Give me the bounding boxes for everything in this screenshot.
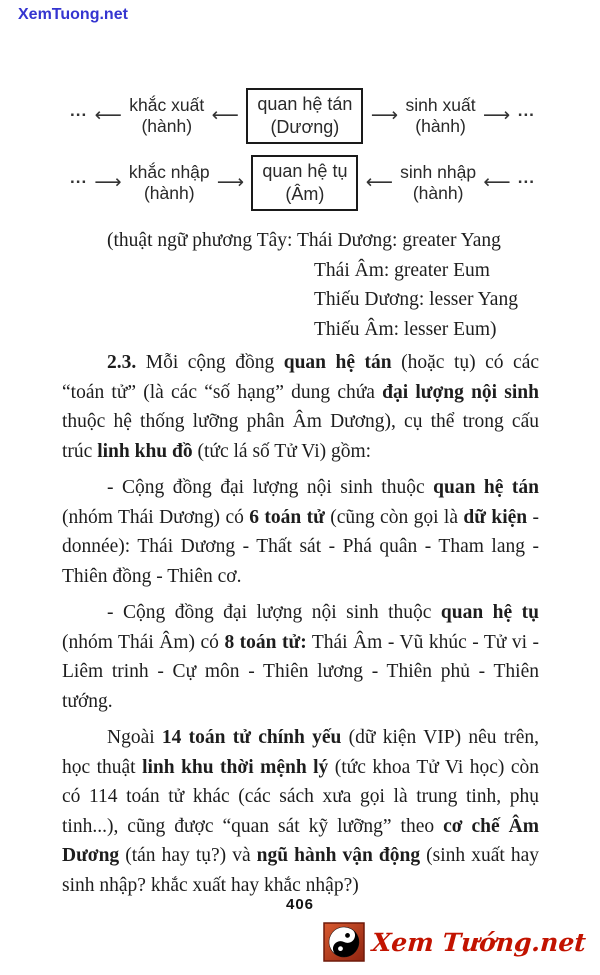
page-number: 406	[285, 896, 315, 913]
arrow-right-icon: ⟶	[216, 171, 245, 193]
terms-line: (thuật ngữ phương Tây: Thái Dương: greater Yang	[107, 230, 501, 251]
ellipsis-right: ...	[517, 101, 535, 120]
text-run: (hoặc tụ) có các “toán tử” (là các “số hạng” dung chứa	[62, 352, 540, 403]
arrow-left-icon: ⟵	[365, 171, 393, 193]
text-run: cơ chế Âm Dương	[62, 815, 539, 866]
text-run: - Cộng đồng đại lượng nội sinh thuộc	[107, 477, 434, 498]
text-run: quan hệ tụ	[440, 602, 539, 623]
label-line: sinh xuất	[405, 95, 476, 115]
label-line: sinh nhập	[400, 162, 477, 182]
arrow-right-icon: ⟶	[370, 104, 399, 126]
am-duong-relation-diagram	[70, 88, 535, 222]
box-quan-he-tan	[246, 88, 363, 144]
label-line: khắc nhập	[128, 162, 210, 182]
text-run: (dữ kiện VIP) nêu trên, học thuật	[62, 727, 539, 778]
terms-line: Thái Âm: greater Eum	[314, 259, 490, 281]
text-run: 14 toán tử chính yếu	[161, 727, 342, 748]
text-run: (tức lá số Tử Vi) gồm:	[192, 440, 372, 462]
text-run: - donnée): Thái Dương - Thất sát - Phá quân - Tham lang - Thiên đồng - Thiên cơ.	[62, 506, 540, 587]
paragraph-quan-he-tan	[62, 473, 539, 591]
text-run: Ngoài	[107, 727, 162, 748]
text-run: Thái Âm - Vũ khúc - Tử vi - Liêm trinh - Cự môn - Thiên lương - Thiên phủ - Thiên tướng.	[62, 631, 539, 712]
terms-line: Thiếu Âm: lesser Eum)	[314, 318, 497, 340]
text-run: Mỗi cộng đồng	[136, 352, 284, 373]
text-run: (tán hay tụ?) và	[119, 845, 257, 866]
label-line: khắc xuất	[129, 95, 205, 115]
text-run: đại lượng nội sinh	[382, 381, 539, 403]
text-run: ngũ hành vận động	[256, 845, 421, 866]
arrow-left-icon: ⟵	[483, 171, 511, 193]
label-line: (hành)	[141, 116, 193, 136]
label-line: (hành)	[412, 183, 464, 203]
paragraph-quan-he-tu	[62, 598, 539, 716]
text-run: (sinh xuất hay sinh nhập? khắc xuất hay khắc nhập?)	[62, 845, 540, 896]
arrow-left-icon: ⟵	[211, 104, 239, 126]
text-run: 6 toán tử	[249, 506, 325, 528]
body-text	[62, 226, 539, 907]
diagram-row-am	[70, 155, 535, 211]
arrow-right-icon: ⟶	[483, 104, 511, 126]
paragraph-ngoai-14-toan-tu	[62, 723, 539, 900]
box-line: (Dương)	[270, 117, 340, 137]
label-line: (hành)	[415, 116, 466, 136]
text-run: quan hệ tán	[433, 477, 539, 498]
text-run: (tức khoa Tử Vi học) còn có 114 toán tử khác (các sách xưa gọi là trung tinh, phụ tinh...), cũng được “quan sát kỹ lưỡng” theo	[62, 756, 540, 837]
label-sinh-nhap	[400, 162, 476, 204]
box-line: (Âm)	[285, 184, 325, 204]
arrow-right-icon: ⟶	[94, 171, 122, 193]
logo-text: Xem Tướng.net	[371, 927, 588, 957]
paragraph-2-3	[62, 348, 539, 466]
ellipsis-left: ...	[70, 101, 88, 120]
label-khac-nhap	[129, 162, 210, 204]
western-terms-block	[62, 226, 539, 344]
yin-yang-icon	[323, 922, 365, 962]
text-run: linh khu thời mệnh lý	[142, 756, 329, 778]
box-line: quan hệ tụ	[262, 161, 348, 181]
arrow-left-icon: ⟵	[94, 104, 122, 126]
text-run: quan hệ tán	[283, 352, 392, 373]
text-run: dữ kiện	[463, 506, 528, 528]
diagram-row-duong	[70, 88, 535, 144]
label-khac-xuat	[129, 95, 204, 137]
label-line: (hành)	[143, 183, 195, 203]
box-line: quan hệ tán	[257, 94, 353, 114]
text-run: - Cộng đồng đại lượng nội sinh thuộc	[107, 602, 441, 623]
text-run: (nhóm Thái Dương) có	[62, 506, 250, 528]
ellipsis-right: ...	[517, 168, 535, 187]
text-run: thuộc hệ thống lưỡng phân Âm Dương), cụ thể trong cấu trúc	[62, 411, 539, 462]
watermark-xemtuong-link[interactable]: XemTuong.net	[18, 6, 128, 23]
text-run: (nhóm Thái Âm) có	[62, 631, 225, 653]
text-run: 2.3.	[107, 352, 137, 373]
xemtuong-logo-link[interactable]	[323, 922, 586, 962]
terms-line: Thiếu Dương: lesser Yang	[314, 289, 518, 310]
text-run: linh khu đồ	[97, 440, 193, 462]
ellipsis-left: ...	[70, 168, 88, 187]
text-run: (cũng còn gọi là	[324, 506, 464, 528]
box-quan-he-tu	[251, 155, 358, 211]
text-run: 8 toán tử:	[224, 631, 307, 653]
label-sinh-xuat	[406, 95, 476, 137]
